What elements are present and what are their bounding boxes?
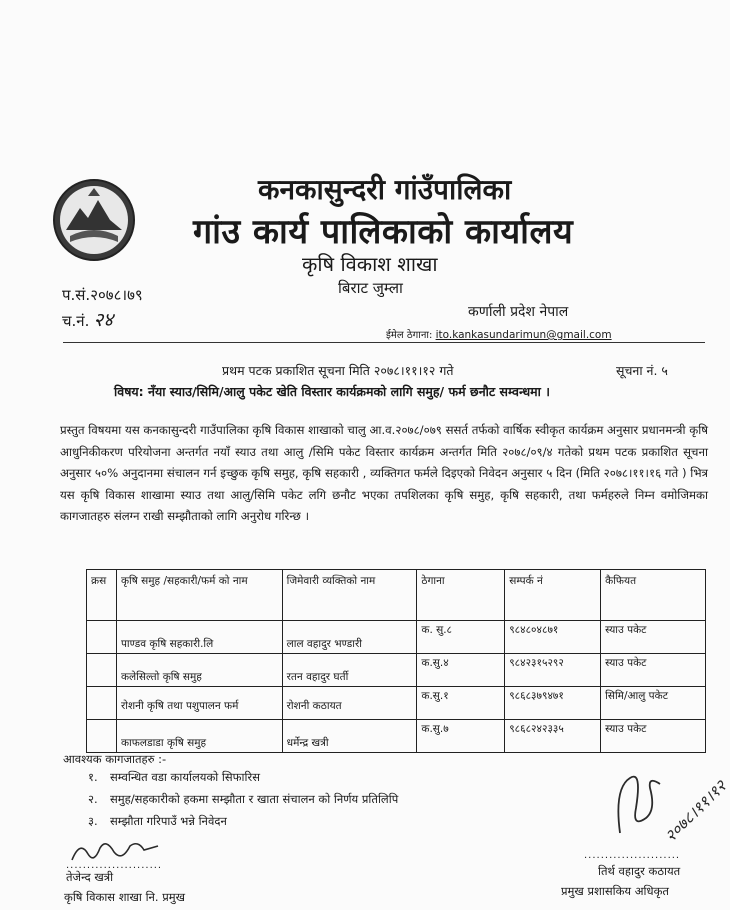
contact-number: ९८४८०४८७१ (509, 624, 559, 636)
farm-address: क.सु.१ (421, 690, 449, 702)
email-link[interactable]: ito.kankasundarimun@gmail.com (435, 329, 612, 341)
farm-name: काफलडाडा कृषि समुह (120, 737, 207, 749)
farm-name: रोशनी कृषि तथा पशुपालन फर्म (120, 700, 239, 712)
contact-number: ९८४२३१५२९२ (509, 657, 564, 669)
responsible-person: धर्मेन्द्र खत्री (286, 737, 329, 749)
table-row (87, 654, 706, 687)
responsible-person: रोशनी कठायत (286, 700, 342, 712)
row-serial (87, 621, 117, 654)
farm-name: कलेसिल्तो कृषि समुह (120, 671, 202, 683)
remark: स्याउ पकेट (605, 657, 647, 669)
farm-address: क.सु.७ (421, 723, 449, 735)
required-documents-title: आवश्यक कागजातहरु :- (63, 752, 167, 766)
responsible-person: रतन वहादुर घर्ती (286, 671, 349, 683)
farm-address: क.सु.४ (421, 657, 449, 669)
contact-number: ९८६८२४२३३५ (509, 723, 564, 735)
list-item: १. सम्वन्धित वडा कार्यालयको सिफारिस (88, 770, 260, 784)
municipality-name: कनकासुन्दरी गांउँपालिका (258, 173, 512, 206)
dispatch-number: च.नं. २४ (62, 309, 114, 331)
farm-address: क. सु.८ (421, 624, 453, 636)
right-signature-scribble (590, 748, 730, 846)
list-item: ३. सम्झौता गरिपाउँ भन्ने निवेदन (88, 814, 227, 828)
remark: सिमि/आलु पकेट (605, 690, 668, 702)
contact-number: ९८६८३७९४७१ (509, 690, 564, 702)
column-header: जिमेवारी व्यक्तिको नाम (282, 570, 417, 621)
signature-line-left: ....................... (66, 860, 163, 871)
list-item: २. समुह/सहकारीको हकमा सम्झौता र खाता संचालन को निर्णय प्रतिलिपि (88, 792, 399, 806)
location: बिराट जुम्ला (338, 279, 403, 297)
required-documents-list (88, 770, 398, 836)
column-header: क्रस (87, 570, 117, 621)
branch-name: कृषि विकाश शाखा (302, 252, 438, 276)
table-row (87, 621, 706, 654)
row-serial (87, 687, 117, 720)
notice-subject: विषय: नँया स्याउ/सिमि/आलु पकेट खेति विस्तार कार्यक्रमको लागि समुह/ फर्म छनौट सम्वन्धमा । (114, 384, 550, 399)
remark: स्याउ पकेट (605, 624, 647, 636)
notice-published-date: प्रथम पटक प्रकाशित सूचना मिति २०७८।११।१२ गते (222, 363, 454, 378)
province: कर्णाली प्रदेश नेपाल (468, 304, 569, 320)
header-divider (63, 342, 705, 343)
farm-selection-table (86, 569, 706, 753)
farm-name: पाण्डव कृषि सहकारी.लि (120, 638, 214, 650)
column-header: सम्पर्क नं (505, 570, 601, 621)
remark: स्याउ पकेट (605, 723, 647, 735)
signatory-right-role: प्रमुख प्रशासकिय अधिकृत (561, 884, 669, 898)
signatory-left-role: कृषि विकास शाखा नि. प्रमुख (64, 890, 186, 904)
row-serial (87, 720, 117, 753)
reference-number: प.सं.२०७८।७९ (62, 286, 143, 304)
office-title: गांउ कार्य पालिकाको कार्यालय (193, 212, 574, 252)
signatory-left-name: तेजेन्द खत्री (66, 870, 114, 884)
responsible-person: लाल वहादुर भण्डारी (286, 638, 362, 650)
signatory-right-name: तिर्थ वहादुर कठायत (598, 864, 681, 878)
table-row (87, 687, 706, 720)
signature-date: २०७८।११।१२ (660, 776, 730, 846)
notice-number: सूचना नं. ५ (616, 363, 668, 378)
notice-body: प्रस्तुत विषयमा यस कनकासुन्दरी गाउँपालिका कृषि विकास शाखाको चालु आ.व.२०७८/०७९ ससर्त तर्फको वार्षिक स्वीकृत कार्यक्रम अनुसार प्रधानमन्त्री कृषि आधुनिकीकरण परियोजना अन्तर्गत नयाँ स्याउ तथा आलु /सिमि पकेट विस्तार कार्यक्रम अन्तर्गत मिति २०७८/०९/४ गतेको प्रथम पटक प्रकाशित सूचना अनुसार ५०% अनुदानमा संचालन गर्न इच्छुक कृषि समुह, कृषि सहकारी , व्यक्तिगत फर्मले दिइएको निवेदन अनुसार ५ दिन (मिति २०७८।११।१६ गते ) भित्र यस कृषि विकास शाखामा स्याउ तथा आलु/सिमि पकेट लगि छनौट भएका तपशिलका कृषि समुह, कृषि सहकारी, तथा फर्महरुले निम्न वमोजिमका कागजातहरु संलग्न राखी सम्झौताको लागि अनुरोध गरिन्छ । (60, 423, 708, 523)
signature-line-right: ....................... (584, 850, 681, 861)
email-line: ईमेल ठेगाना: ito.kankasundarimun@gmail.com (386, 329, 612, 341)
nepal-emblem-icon (52, 178, 136, 262)
table-header-row (87, 570, 706, 621)
row-serial (87, 654, 117, 687)
column-header: ठेगाना (417, 570, 505, 621)
column-header: कैफियत (601, 570, 706, 621)
column-header: कृषि समुह /सहकारी/फर्म को नाम (116, 570, 282, 621)
